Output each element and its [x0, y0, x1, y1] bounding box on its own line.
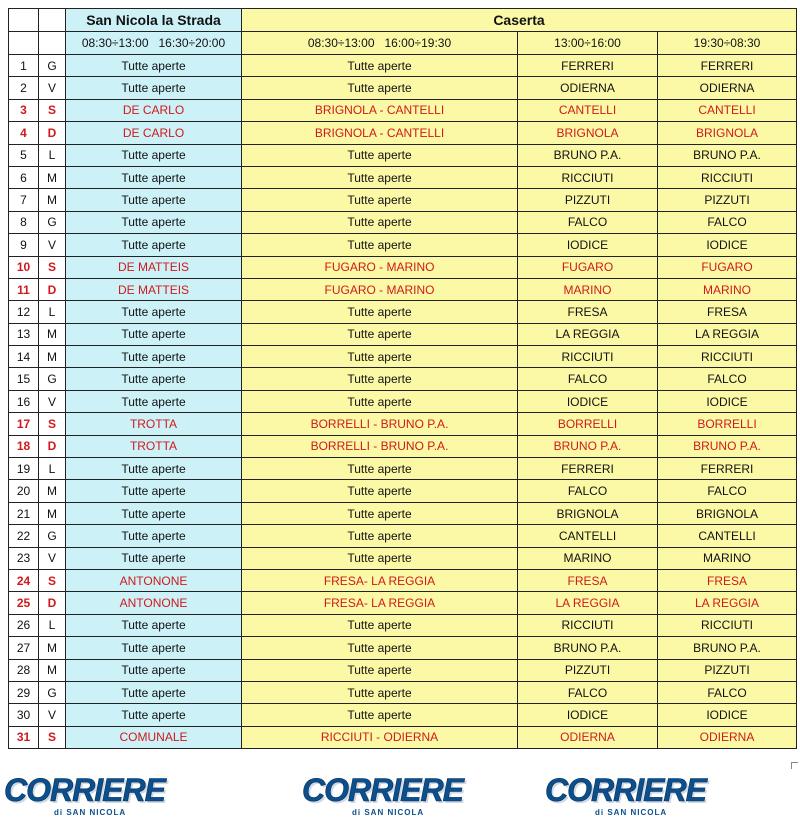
caserta-night-pharmacy: BRUNO P.A. — [658, 435, 797, 457]
weekday-letter: V — [39, 234, 66, 256]
table-row — [9, 278, 797, 300]
caserta-night-pharmacy: IODICE — [658, 390, 797, 412]
san-nicola-pharmacy: DE MATTEIS — [66, 278, 242, 300]
san-nicola-pharmacy: Tutte aperte — [66, 614, 242, 636]
day-number: 16 — [9, 390, 39, 412]
caserta-day-pharmacy: Tutte aperte — [242, 614, 518, 636]
san-nicola-pharmacy: Tutte aperte — [66, 547, 242, 569]
caserta-afternoon-pharmacy: FALCO — [518, 480, 658, 502]
day-number: 26 — [9, 614, 39, 636]
caserta-day-pharmacy: Tutte aperte — [242, 323, 518, 345]
caserta-night-pharmacy: LA REGGIA — [658, 592, 797, 614]
header-row-titles — [9, 9, 797, 32]
caserta-night-pharmacy: FALCO — [658, 368, 797, 390]
san-nicola-pharmacy: DE CARLO — [66, 122, 242, 144]
caserta-night-pharmacy: BRUNO P.A. — [658, 637, 797, 659]
weekday-letter: G — [39, 368, 66, 390]
table-row — [9, 704, 797, 726]
table-row — [9, 413, 797, 435]
weekday-letter: G — [39, 681, 66, 703]
caserta-afternoon-pharmacy: BRUNO P.A. — [518, 637, 658, 659]
caserta-afternoon-pharmacy: IODICE — [518, 234, 658, 256]
weekday-letter: L — [39, 458, 66, 480]
caserta-night-pharmacy: FERRERI — [658, 55, 797, 77]
caserta-day-pharmacy: FUGARO - MARINO — [242, 278, 518, 300]
caserta-afternoon-pharmacy: FALCO — [518, 681, 658, 703]
caserta-afternoon-pharmacy: MARINO — [518, 278, 658, 300]
caserta-night-pharmacy: FERRERI — [658, 458, 797, 480]
caserta-afternoon-pharmacy: RICCIUTI — [518, 166, 658, 188]
weekday-letter: S — [39, 569, 66, 591]
logo-wordmark: CORRIERE — [4, 772, 165, 808]
caserta-night-pharmacy: ODIERNA — [658, 77, 797, 99]
day-number: 10 — [9, 256, 39, 278]
caserta-night-pharmacy: RICCIUTI — [658, 166, 797, 188]
weekday-letter: D — [39, 278, 66, 300]
caserta-afternoon-pharmacy: BORRELLI — [518, 413, 658, 435]
day-number: 6 — [9, 166, 39, 188]
caserta-night-pharmacy: FUGARO — [658, 256, 797, 278]
caserta-afternoon-pharmacy: FERRERI — [518, 458, 658, 480]
caserta-afternoon-pharmacy: BRUNO P.A. — [518, 144, 658, 166]
caserta-afternoon-pharmacy: FRESA — [518, 301, 658, 323]
caserta-night-pharmacy: CANTELLI — [658, 525, 797, 547]
logo-subtitle: di SAN NICOLA — [352, 808, 425, 817]
table-row — [9, 502, 797, 524]
caserta-afternoon-pharmacy: BRUNO P.A. — [518, 435, 658, 457]
caserta-day-pharmacy: FRESA- LA REGGIA — [242, 569, 518, 591]
san-nicola-pharmacy: Tutte aperte — [66, 480, 242, 502]
weekday-letter: M — [39, 637, 66, 659]
day-number: 13 — [9, 323, 39, 345]
caserta-night-pharmacy: MARINO — [658, 278, 797, 300]
day-number: 15 — [9, 368, 39, 390]
table-row — [9, 458, 797, 480]
table-row — [9, 726, 797, 748]
san-nicola-pharmacy: Tutte aperte — [66, 637, 242, 659]
san-nicola-pharmacy: Tutte aperte — [66, 166, 242, 188]
day-number: 20 — [9, 480, 39, 502]
day-number: 30 — [9, 704, 39, 726]
day-number: 7 — [9, 189, 39, 211]
caserta-day-pharmacy: Tutte aperte — [242, 547, 518, 569]
weekday-letter: L — [39, 144, 66, 166]
caserta-night-pharmacy: FRESA — [658, 569, 797, 591]
weekday-letter: D — [39, 122, 66, 144]
caserta-day-pharmacy: Tutte aperte — [242, 368, 518, 390]
caserta-night-pharmacy: RICCIUTI — [658, 346, 797, 368]
caserta-day-pharmacy: Tutte aperte — [242, 390, 518, 412]
caserta-afternoon-pharmacy: FUGARO — [518, 256, 658, 278]
caserta-day-pharmacy: BRIGNOLA - CANTELLI — [242, 99, 518, 121]
san-nicola-pharmacy: TROTTA — [66, 413, 242, 435]
caserta-day-pharmacy: Tutte aperte — [242, 301, 518, 323]
table-row — [9, 323, 797, 345]
caserta-day-pharmacy: BORRELLI - BRUNO P.A. — [242, 413, 518, 435]
weekday-letter: L — [39, 614, 66, 636]
day-number: 23 — [9, 547, 39, 569]
day-number: 31 — [9, 726, 39, 748]
table-row — [9, 480, 797, 502]
san-nicola-pharmacy: TROTTA — [66, 435, 242, 457]
weekday-letter: M — [39, 480, 66, 502]
caserta-night-pharmacy: ODIERNA — [658, 726, 797, 748]
san-nicola-pharmacy: Tutte aperte — [66, 189, 242, 211]
weekday-letter: G — [39, 211, 66, 233]
table-row — [9, 256, 797, 278]
caserta-afternoon-pharmacy: IODICE — [518, 390, 658, 412]
san-nicola-pharmacy: COMUNALE — [66, 726, 242, 748]
table-row — [9, 614, 797, 636]
caserta-day-pharmacy: RICCIUTI - ODIERNA — [242, 726, 518, 748]
san-nicola-pharmacy: Tutte aperte — [66, 211, 242, 233]
caserta-afternoon-hours: 13:00÷16:00 — [518, 32, 658, 55]
weekday-letter: M — [39, 659, 66, 681]
caserta-afternoon-pharmacy: CANTELLI — [518, 99, 658, 121]
corriere-logo — [543, 770, 723, 818]
day-number: 14 — [9, 346, 39, 368]
caserta-day-pharmacy: Tutte aperte — [242, 166, 518, 188]
caserta-night-pharmacy: PIZZUTI — [658, 659, 797, 681]
table-row — [9, 390, 797, 412]
weekday-letter: V — [39, 547, 66, 569]
caserta-night-pharmacy: FALCO — [658, 480, 797, 502]
weekday-letter: D — [39, 592, 66, 614]
day-number: 29 — [9, 681, 39, 703]
san-nicola-pharmacy: Tutte aperte — [66, 368, 242, 390]
day-number: 3 — [9, 99, 39, 121]
caserta-night-pharmacy: FALCO — [658, 681, 797, 703]
san-nicola-hours: 08:30÷13:00 16:30÷20:00 — [66, 32, 242, 55]
table-row — [9, 55, 797, 77]
table-row — [9, 77, 797, 99]
caserta-night-pharmacy: FALCO — [658, 211, 797, 233]
caserta-afternoon-pharmacy: PIZZUTI — [518, 659, 658, 681]
san-nicola-pharmacy: Tutte aperte — [66, 346, 242, 368]
day-number: 12 — [9, 301, 39, 323]
table-row — [9, 637, 797, 659]
caserta-day-pharmacy: Tutte aperte — [242, 346, 518, 368]
logo-wordmark: CORRIERE — [545, 772, 706, 808]
day-number: 24 — [9, 569, 39, 591]
san-nicola-pharmacy: Tutte aperte — [66, 681, 242, 703]
weekday-letter: M — [39, 166, 66, 188]
day-number: 22 — [9, 525, 39, 547]
table-row — [9, 569, 797, 591]
header-row-hours — [9, 32, 797, 55]
day-number: 1 — [9, 55, 39, 77]
header-blank-day — [9, 9, 39, 32]
day-number: 21 — [9, 502, 39, 524]
header-blank-weekday — [39, 9, 66, 32]
caserta-day-pharmacy: Tutte aperte — [242, 211, 518, 233]
day-number: 19 — [9, 458, 39, 480]
caserta-day-pharmacy: BORRELLI - BRUNO P.A. — [242, 435, 518, 457]
caserta-afternoon-pharmacy: RICCIUTI — [518, 614, 658, 636]
weekday-letter: V — [39, 390, 66, 412]
logo-subtitle: di SAN NICOLA — [54, 808, 127, 817]
day-number: 25 — [9, 592, 39, 614]
san-nicola-pharmacy: DE MATTEIS — [66, 256, 242, 278]
weekday-letter: G — [39, 55, 66, 77]
day-number: 2 — [9, 77, 39, 99]
weekday-letter: S — [39, 726, 66, 748]
weekday-letter: M — [39, 346, 66, 368]
table-row — [9, 659, 797, 681]
corriere-logo — [300, 770, 480, 818]
header-blank-weekday-2 — [39, 32, 66, 55]
caserta-day-pharmacy: Tutte aperte — [242, 659, 518, 681]
san-nicola-pharmacy: Tutte aperte — [66, 502, 242, 524]
table-row — [9, 99, 797, 121]
san-nicola-pharmacy: Tutte aperte — [66, 659, 242, 681]
day-number: 18 — [9, 435, 39, 457]
table-row — [9, 592, 797, 614]
san-nicola-pharmacy: Tutte aperte — [66, 144, 242, 166]
day-number: 4 — [9, 122, 39, 144]
caserta-night-pharmacy: CANTELLI — [658, 99, 797, 121]
caserta-night-hours: 19:30÷08:30 — [658, 32, 797, 55]
caserta-day-pharmacy: Tutte aperte — [242, 77, 518, 99]
day-number: 28 — [9, 659, 39, 681]
san-nicola-pharmacy: ANTONONE — [66, 592, 242, 614]
logo-strip — [0, 768, 800, 823]
weekday-letter: S — [39, 256, 66, 278]
san-nicola-title: San Nicola la Strada — [66, 9, 242, 32]
san-nicola-pharmacy: Tutte aperte — [66, 704, 242, 726]
caserta-day-pharmacy: Tutte aperte — [242, 681, 518, 703]
weekday-letter: L — [39, 301, 66, 323]
day-number: 5 — [9, 144, 39, 166]
caserta-afternoon-pharmacy: IODICE — [518, 704, 658, 726]
header-blank-day-2 — [9, 32, 39, 55]
caserta-day-pharmacy: Tutte aperte — [242, 144, 518, 166]
pharmacy-schedule-table — [8, 8, 797, 749]
caserta-afternoon-pharmacy: LA REGGIA — [518, 592, 658, 614]
weekday-letter: D — [39, 435, 66, 457]
table-row — [9, 122, 797, 144]
san-nicola-pharmacy: Tutte aperte — [66, 301, 242, 323]
corriere-logo — [2, 770, 182, 818]
caserta-night-pharmacy: RICCIUTI — [658, 614, 797, 636]
san-nicola-pharmacy: Tutte aperte — [66, 77, 242, 99]
caserta-afternoon-pharmacy: FALCO — [518, 211, 658, 233]
san-nicola-pharmacy: Tutte aperte — [66, 458, 242, 480]
caserta-night-pharmacy: BRIGNOLA — [658, 502, 797, 524]
table-row — [9, 681, 797, 703]
weekday-letter: V — [39, 704, 66, 726]
caserta-afternoon-pharmacy: BRIGNOLA — [518, 502, 658, 524]
logo-subtitle: di SAN NICOLA — [595, 808, 668, 817]
table-row — [9, 211, 797, 233]
caserta-day-pharmacy: FUGARO - MARINO — [242, 256, 518, 278]
san-nicola-pharmacy: Tutte aperte — [66, 55, 242, 77]
san-nicola-pharmacy: DE CARLO — [66, 99, 242, 121]
table-row — [9, 368, 797, 390]
day-number: 8 — [9, 211, 39, 233]
caserta-afternoon-pharmacy: RICCIUTI — [518, 346, 658, 368]
day-number: 11 — [9, 278, 39, 300]
caserta-title: Caserta — [242, 9, 797, 32]
caserta-day-pharmacy: Tutte aperte — [242, 502, 518, 524]
caserta-night-pharmacy: IODICE — [658, 704, 797, 726]
caserta-afternoon-pharmacy: FERRERI — [518, 55, 658, 77]
san-nicola-pharmacy: ANTONONE — [66, 569, 242, 591]
san-nicola-pharmacy: Tutte aperte — [66, 525, 242, 547]
day-number: 17 — [9, 413, 39, 435]
caserta-afternoon-pharmacy: ODIERNA — [518, 77, 658, 99]
day-number: 9 — [9, 234, 39, 256]
caserta-afternoon-pharmacy: MARINO — [518, 547, 658, 569]
caserta-afternoon-pharmacy: BRIGNOLA — [518, 122, 658, 144]
weekday-letter: G — [39, 525, 66, 547]
caserta-night-pharmacy: FRESA — [658, 301, 797, 323]
caserta-day-pharmacy: Tutte aperte — [242, 480, 518, 502]
caserta-day-pharmacy: Tutte aperte — [242, 704, 518, 726]
san-nicola-pharmacy: Tutte aperte — [66, 234, 242, 256]
caserta-afternoon-pharmacy: CANTELLI — [518, 525, 658, 547]
table-row — [9, 234, 797, 256]
caserta-day-pharmacy: FRESA- LA REGGIA — [242, 592, 518, 614]
weekday-letter: S — [39, 413, 66, 435]
weekday-letter: M — [39, 502, 66, 524]
caserta-night-pharmacy: BRUNO P.A. — [658, 144, 797, 166]
caserta-day-pharmacy: Tutte aperte — [242, 234, 518, 256]
logo-wordmark: CORRIERE — [302, 772, 463, 808]
caserta-afternoon-pharmacy: PIZZUTI — [518, 189, 658, 211]
caserta-night-pharmacy: MARINO — [658, 547, 797, 569]
weekday-letter: V — [39, 77, 66, 99]
caserta-night-pharmacy: BORRELLI — [658, 413, 797, 435]
weekday-letter: S — [39, 99, 66, 121]
table-row — [9, 547, 797, 569]
caserta-day-pharmacy: Tutte aperte — [242, 525, 518, 547]
table-row — [9, 346, 797, 368]
caserta-night-pharmacy: LA REGGIA — [658, 323, 797, 345]
caserta-day-pharmacy: Tutte aperte — [242, 458, 518, 480]
san-nicola-pharmacy: Tutte aperte — [66, 323, 242, 345]
table-row — [9, 301, 797, 323]
caserta-day-pharmacy: BRIGNOLA - CANTELLI — [242, 122, 518, 144]
caserta-day-hours: 08:30÷13:00 16:00÷19:30 — [242, 32, 518, 55]
caserta-day-pharmacy: Tutte aperte — [242, 55, 518, 77]
table-row — [9, 525, 797, 547]
caserta-afternoon-pharmacy: FRESA — [518, 569, 658, 591]
caserta-day-pharmacy: Tutte aperte — [242, 189, 518, 211]
weekday-letter: M — [39, 189, 66, 211]
weekday-letter: M — [39, 323, 66, 345]
table-row — [9, 189, 797, 211]
day-number: 27 — [9, 637, 39, 659]
san-nicola-pharmacy: Tutte aperte — [66, 390, 242, 412]
table-row — [9, 144, 797, 166]
caserta-night-pharmacy: PIZZUTI — [658, 189, 797, 211]
caserta-afternoon-pharmacy: LA REGGIA — [518, 323, 658, 345]
caserta-afternoon-pharmacy: ODIERNA — [518, 726, 658, 748]
caserta-afternoon-pharmacy: FALCO — [518, 368, 658, 390]
caserta-day-pharmacy: Tutte aperte — [242, 637, 518, 659]
caserta-night-pharmacy: BRIGNOLA — [658, 122, 797, 144]
table-row — [9, 435, 797, 457]
table-row — [9, 166, 797, 188]
caserta-night-pharmacy: IODICE — [658, 234, 797, 256]
